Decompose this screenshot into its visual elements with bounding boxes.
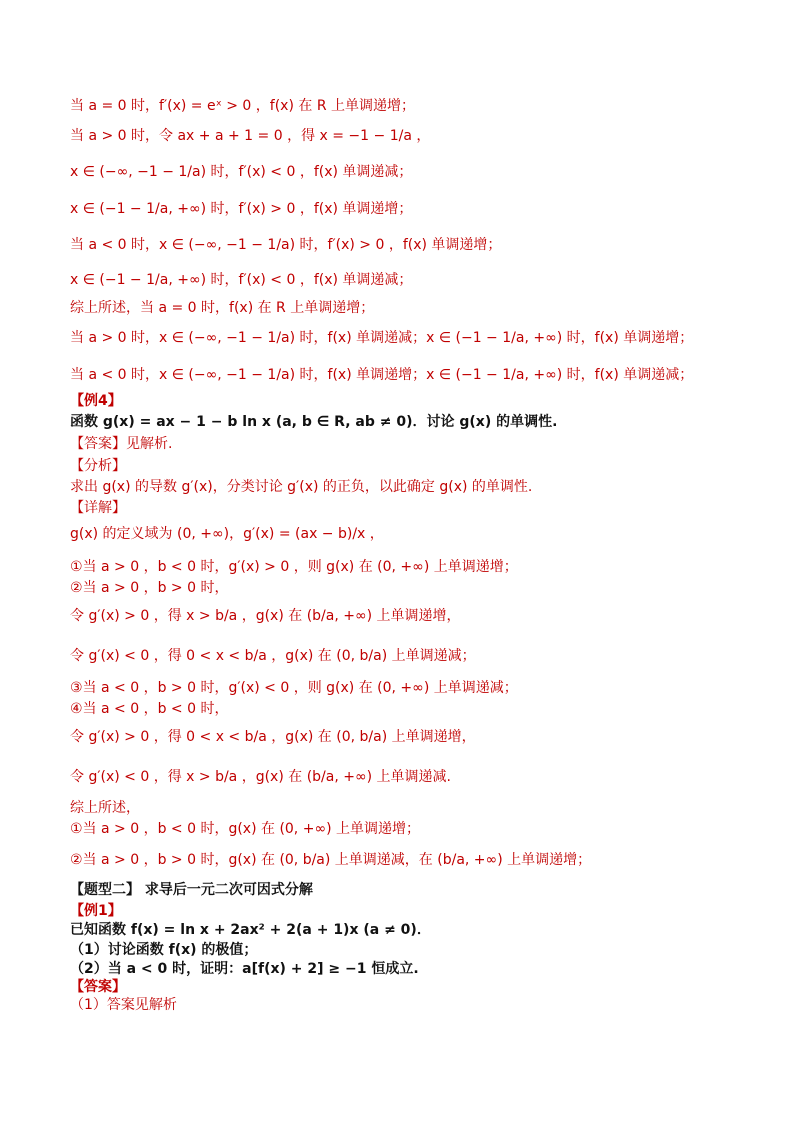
text-line-l26: ①当 a > 0 ，b < 0 时，g(x) 在 (0, +∞) 上单调递增； (70, 821, 421, 837)
text-line-l21: ③当 a < 0 ，b > 0 时，g′(x) < 0 ，则 g(x) 在 (0, +∞) 上单调递减； (70, 680, 518, 696)
text-line-l11: 函数 g(x) = ax − 1 − b ln x (a, b ∈ R, ab ≠ 0)．讨论 g(x) 的单调性. (70, 414, 558, 430)
text-line-l31: （1）讨论函数 f(x) 的极值； (70, 942, 258, 958)
text-line-l05: 当 a < 0 时，x ∈ (−∞, −1 − 1/a) 时，f′(x) > 0 ，f(x) 单调递增； (70, 237, 502, 253)
text-line-l24: 令 g′(x) < 0 ，得 x > b/a ，g(x) 在 (b/a, +∞) 上单调递减. (70, 769, 452, 785)
text-line-l30: 已知函数 f(x) = ln x + 2ax² + 2(a + 1)x (a ≠ 0)． (70, 922, 431, 938)
text-line-l22: ④当 a < 0 ，b < 0 时， (70, 701, 229, 717)
text-line-l34: （1）答案见解析 (70, 997, 177, 1013)
text-line-l01: 当 a = 0 时，f′(x) = eˣ > 0 ，f(x) 在 R 上单调递增； (70, 98, 415, 114)
text-line-l07: 综上所述，当 a = 0 时，f(x) 在 R 上单调递增； (70, 300, 375, 316)
text-line-l14: 求出 g(x) 的导数 g′(x)，分类讨论 g′(x) 的正负，以此确定 g(x) 的单调性. (70, 479, 533, 495)
text-line-l03: x ∈ (−∞, −1 − 1/a) 时，f′(x) < 0 ，f(x) 单调递减； (70, 164, 413, 180)
text-line-l18: ②当 a > 0 ，b > 0 时， (70, 580, 229, 596)
text-line-l23: 令 g′(x) > 0 ，得 0 < x < b/a ，g(x) 在 (0, b/a) 上单调递增， (70, 729, 476, 745)
text-line-l17: ①当 a > 0 ，b < 0 时，g′(x) > 0 ，则 g(x) 在 (0, +∞) 上单调递增； (70, 559, 518, 575)
text-line-l29: 【例1】 (70, 903, 122, 919)
text-line-l32: （2）当 a < 0 时，证明：a[f(x) + 2] ≥ −1 恒成立. (70, 961, 419, 977)
text-line-l27: ②当 a > 0 ，b > 0 时，g(x) 在 (0, b/a) 上单调递减，在 (b/a, +∞) 上单调递增； (70, 852, 592, 868)
text-line-l13: 【分析】 (70, 458, 126, 474)
text-line-l10: 【例4】 (70, 393, 122, 409)
text-line-l25: 综上所述， (70, 800, 140, 816)
text-line-l16: g(x) 的定义域为 (0, +∞)，g′(x) = (ax − b)/x ， (70, 526, 384, 542)
text-line-l04: x ∈ (−1 − 1/a, +∞) 时，f′(x) > 0 ，f(x) 单调递增； (70, 201, 413, 217)
text-line-l12: 【答案】见解析. (70, 436, 173, 452)
text-line-l08: 当 a > 0 时，x ∈ (−∞, −1 − 1/a) 时，f(x) 单调递减；x ∈ (−1 − 1/a, +∞) 时，f(x) 单调递增； (70, 330, 694, 346)
text-line-l02: 当 a > 0 时，令 ax + a + 1 = 0 ，得 x = −1 − 1/a ， (70, 128, 431, 144)
text-line-l09: 当 a < 0 时，x ∈ (−∞, −1 − 1/a) 时，f(x) 单调递增；x ∈ (−1 − 1/a, +∞) 时，f(x) 单调递减； (70, 367, 694, 383)
text-line-l19: 令 g′(x) > 0 ，得 x > b/a ，g(x) 在 (b/a, +∞) 上单调递增， (70, 608, 461, 624)
text-line-l20: 令 g′(x) < 0 ，得 0 < x < b/a ，g(x) 在 (0, b/a) 上单调递减； (70, 648, 476, 664)
text-line-l15: 【详解】 (70, 500, 126, 516)
text-line-l06: x ∈ (−1 − 1/a, +∞) 时，f′(x) < 0 ，f(x) 单调递减； (70, 272, 413, 288)
text-line-l33: 【答案】 (70, 979, 126, 995)
text-line-l28: 【题型二】 求导后一元二次可因式分解 (70, 882, 313, 898)
